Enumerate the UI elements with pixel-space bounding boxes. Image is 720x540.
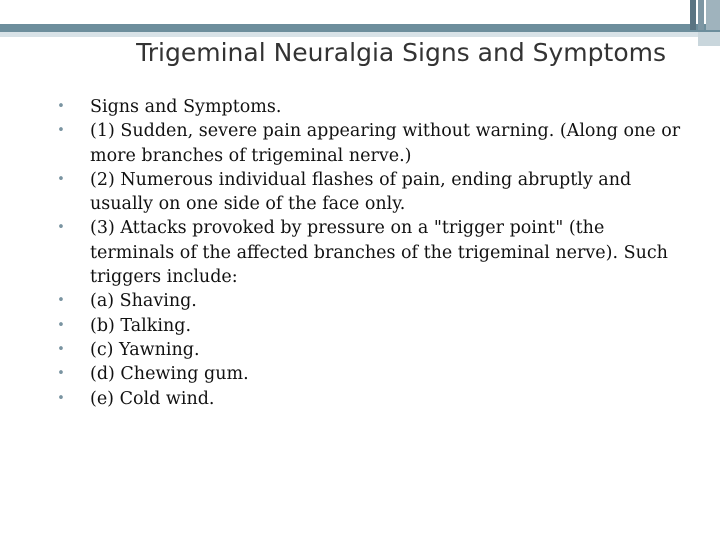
list-item: [55, 95, 685, 119]
list-item: [55, 314, 685, 338]
list-item: [55, 168, 685, 217]
corner-block: [706, 0, 720, 30]
list-item: [55, 216, 685, 289]
corner-block: [698, 0, 704, 30]
list-item: [55, 289, 685, 313]
list-item-text: (3) Attacks provoked by pressure on a "trigger point" (the terminals of the affected branches of the trigeminal nerve). Such triggers include:: [90, 218, 668, 288]
bullet-icon: •: [57, 123, 65, 139]
corner-block: [698, 32, 720, 46]
bullet-icon: •: [57, 171, 65, 187]
list-item-text: (c) Yawning.: [90, 339, 200, 360]
bullet-list: [55, 95, 685, 411]
bullet-icon: •: [57, 341, 65, 357]
bullet-icon: •: [57, 390, 65, 406]
corner-decoration: [690, 0, 720, 48]
corner-block: [690, 0, 696, 30]
bullet-icon: •: [57, 220, 65, 236]
list-item-text: (e) Cold wind.: [90, 388, 215, 409]
list-item-text: (2) Numerous individual flashes of pain, ending abruptly and usually on one side of the face only.: [90, 169, 632, 215]
header-band: [0, 0, 720, 24]
list-item-text: (b) Talking.: [90, 315, 192, 336]
list-item: [55, 119, 685, 168]
bullet-icon: •: [57, 293, 65, 309]
list-item: [55, 338, 685, 362]
list-item-text: (d) Chewing gum.: [90, 364, 249, 385]
bullet-icon: •: [57, 366, 65, 382]
list-item-text: (1) Sudden, severe pain appearing without warning. (Along one or more branches of trigeminal nerve.): [90, 121, 681, 166]
bullet-icon: •: [57, 99, 65, 114]
header-light-stripe: [0, 32, 720, 37]
list-item: [55, 387, 685, 411]
header-accent-stripe: [0, 24, 720, 32]
bullet-icon: •: [57, 317, 65, 333]
slide-title: Trigeminal Neuralgia Signs and Symptoms: [136, 38, 666, 67]
list-item: [55, 362, 685, 386]
list-item-text: (a) Shaving.: [90, 291, 197, 312]
list-item-text: Signs and Symptoms.: [90, 97, 282, 117]
